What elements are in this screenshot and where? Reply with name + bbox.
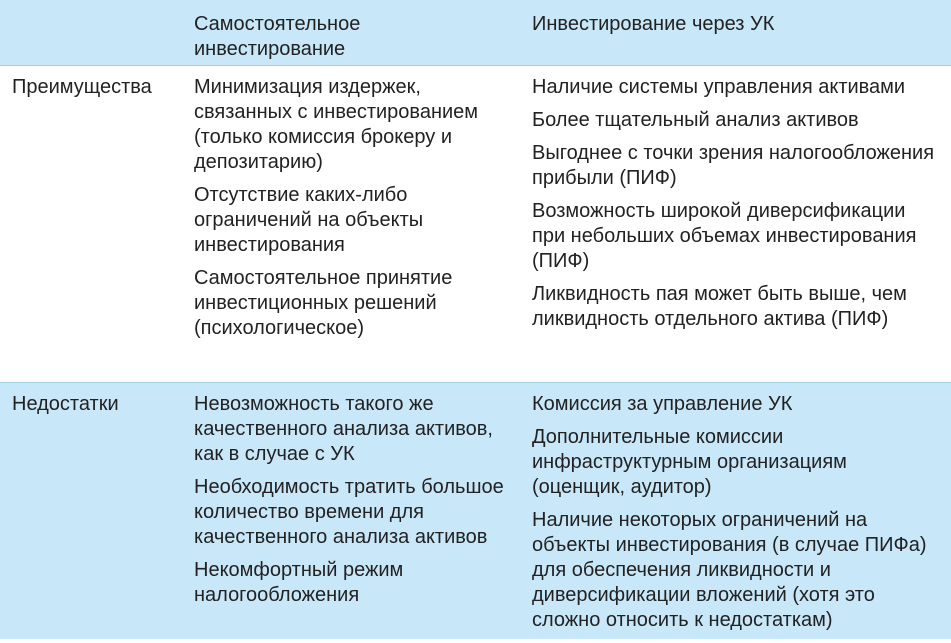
list-item: Минимизация издержек, связанных с инвестированием (только комиссия брокеру и депозитарию) (194, 76, 479, 173)
header-self-investing: Самостоятельное инвестирование (182, 0, 520, 66)
table-row-advantages (0, 66, 951, 383)
header-uk-investing: Инвестирование через УК (520, 0, 951, 66)
list-item: Ликвидность пая может быть выше, чем ликвидность отдельного актива (ПИФ) (532, 283, 907, 330)
list-item: Наличие системы управления активами (532, 76, 906, 98)
list-item: Невозможность такого же качественного анализа активов, как в случае с УК (194, 393, 493, 465)
list-item: Более тщательный анализ активов (532, 109, 859, 131)
table-header-row (0, 0, 951, 66)
table-row-disadvantages (0, 383, 951, 640)
header-corner-cell (0, 0, 182, 66)
list-item: Дополнительные комиссии инфраструктурным организациям (оценщик, аудитор) (532, 426, 847, 498)
list-item: Необходимость тратить большое количество времени для качественного анализа активов (194, 476, 504, 548)
disadvantages-self-cell (182, 383, 520, 640)
row-label-disadvantages: Недостатки (0, 383, 182, 640)
row-label-advantages: Преимущества (0, 66, 182, 383)
disadvantages-uk-cell (520, 383, 951, 640)
list-item: Комиссия за управление УК (532, 393, 793, 415)
list-item: Некомфортный режим налогообложения (194, 559, 404, 606)
list-item: Выгоднее с точки зрения налогообложения прибыли (ПИФ) (532, 142, 935, 189)
advantages-self-cell (182, 66, 520, 383)
list-item: Самостоятельное принятие инвестиционных решений (психологическое) (194, 267, 453, 339)
list-item: Возможность широкой диверсификации при небольших объемах инвестирования (ПИФ) (532, 200, 917, 272)
list-item: Наличие некоторых ограничений на объекты инвестирования (в случае ПИФа) для обеспечения ликвидности и диверсификации вложений (хотя это сложно относить к недостаткам) (532, 509, 927, 631)
list-item: Отсутствие каких-либо ограничений на объекты инвестирования (194, 184, 424, 256)
advantages-uk-cell (520, 66, 951, 383)
